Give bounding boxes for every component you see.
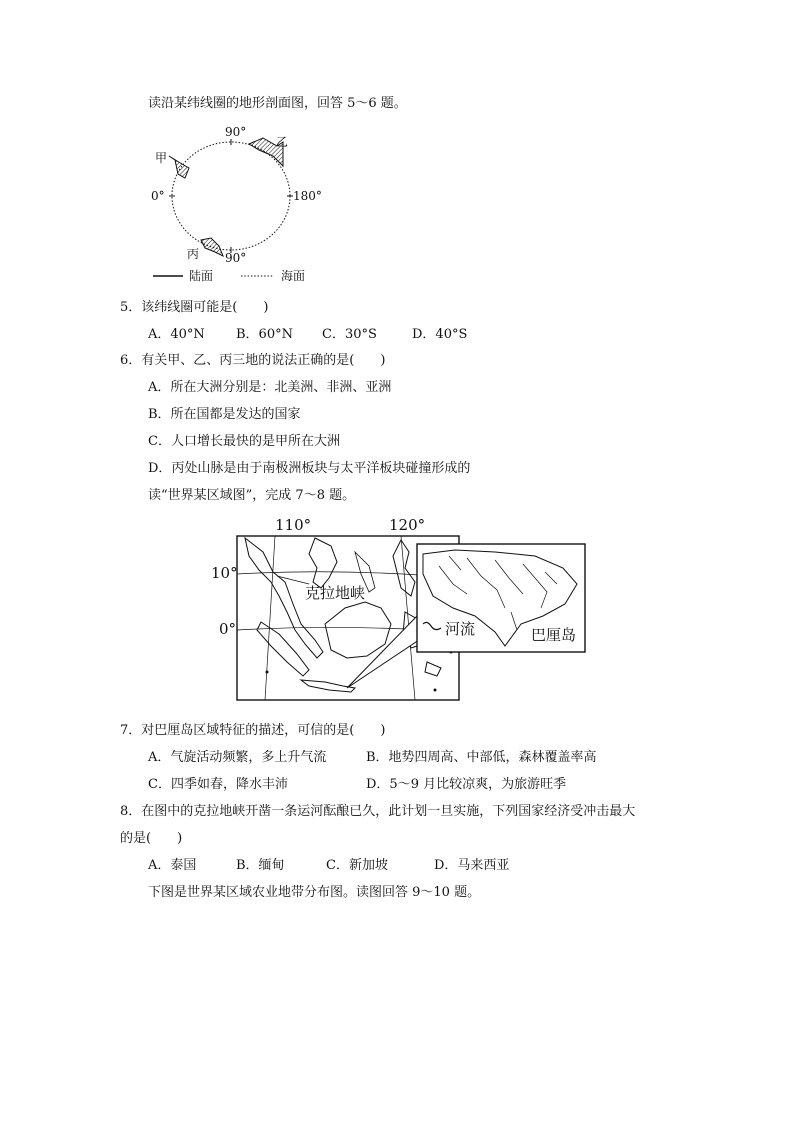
label-0: 0° [151,189,165,203]
intro-7-8: 读“世界某区域图”，完成 7～8 题。 [148,488,356,503]
q7-option-b: B．地势四周高、中部低，森林覆盖率高 [366,750,597,765]
label-180: 180° [293,189,322,203]
label-lon-120: 120° [389,516,426,534]
q5-option-c: C．30°S [322,327,377,342]
label-jia: 甲 [155,151,168,165]
label-90-top: 90° [225,125,247,139]
label-bing: 丙 [187,247,200,261]
q8-stem-line1: 8．在图中的克拉地峡开凿一条运河酝酿已久，此计划一旦实施，下列国家经济受冲击最大 [120,804,636,819]
label-90-bottom: 90° [225,251,247,265]
latitude-profile-figure [145,120,345,290]
label-kra-isthmus: 克拉地峡 [305,584,366,602]
q6-option-a: A．所在大洲分别是：北美洲、非洲、亚洲 [148,380,392,395]
q5-option-d: D．40°S [412,327,468,342]
q6-stem: 6．有关甲、乙、丙三地的说法正确的是( ) [120,353,386,368]
legend-land-label: 陆面 [189,269,214,283]
label-lat-10: 10° [211,564,238,582]
q7-option-c: C．四季如春，降水丰沛 [148,777,288,792]
southeast-asia-map-figure [205,512,590,704]
q8-option-c: C．新加坡 [326,858,388,873]
q6-option-c: C．人口增长最快的是甲所在大洲 [148,434,340,449]
q5-option-b: B．60°N [236,327,293,342]
label-bali: 巴厘岛 [531,626,577,644]
label-lat-0: 0° [219,620,237,638]
land-bing-profile [201,238,223,256]
q7-option-d: D．5～9 月比较凉爽，为旅游旺季 [366,777,567,792]
q7-option-a: A．气旋活动频繁，多上升气流 [148,750,327,765]
q7-stem: 7．对巴厘岛区域特征的描述，可信的是( ) [120,723,386,738]
q8-stem-line2: 的是( ) [120,831,183,846]
q6-option-d: D．丙处山脉是由于南极洲板块与太平洋板块碰撞形成的 [148,461,471,476]
q6-option-b: B．所在国都是发达的国家 [148,407,301,422]
land-jia-profile [169,156,189,178]
q5-option-a: A．40°N [148,327,205,342]
q8-option-d: D．马来西亚 [434,858,510,873]
intro-9-10: 下图是世界某区域农业地带分布图。读图回答 9～10 题。 [148,885,481,900]
legend-sea-label: 海面 [281,269,306,283]
label-river: 河流 [445,620,476,638]
intro-5-6: 读沿某纬线圈的地形剖面图，回答 5～6 题。 [148,96,407,111]
label-yi: 乙 [276,135,289,149]
q8-option-b: B．缅甸 [236,858,285,873]
q8-option-a: A．泰国 [148,858,197,873]
label-lon-110: 110° [275,516,312,534]
q5-stem: 5．该纬线圈可能是( ) [120,300,269,315]
sea-level-circle [172,142,290,250]
